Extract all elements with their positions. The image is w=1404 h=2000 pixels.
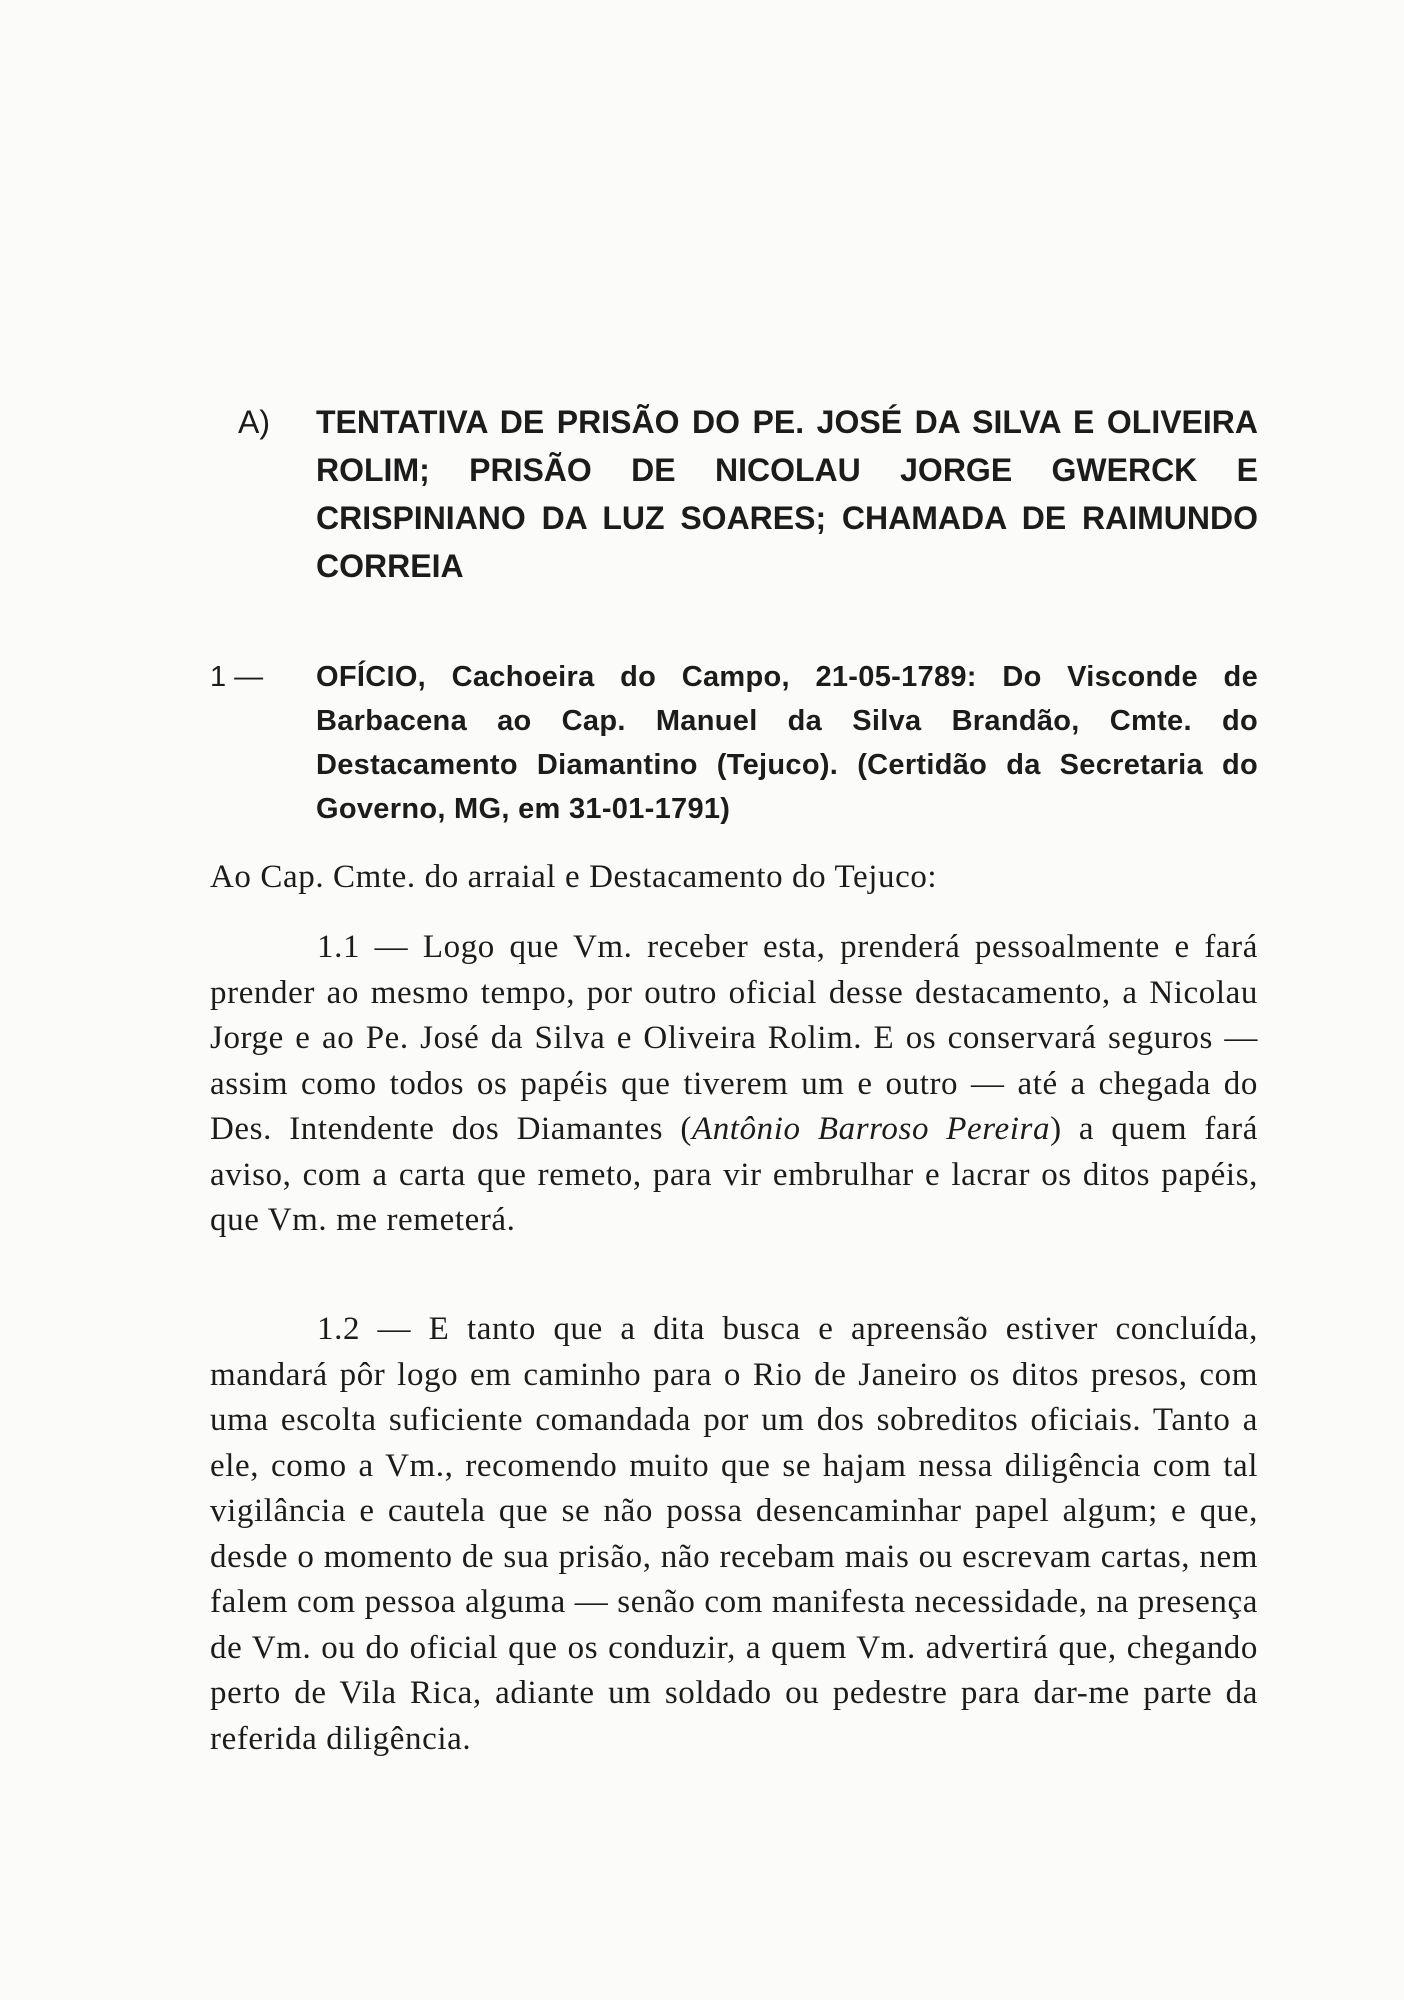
paragraph-1-1: [210, 925, 1258, 1244]
document-header-text: OFÍCIO, Cachoeira do Campo, 21-05-1789: Do Visconde de Barbacena ao Cap. Manuel da Silva Brandão, Cmte. do Destacamento Diamantino (Tejuco). (Certidão da Secretaria do Governo, MG, em 31-01-1791): [316, 661, 1258, 825]
salutation: Ao Cap. Cmte. do arraial e Destacamento do Tejuco:: [210, 859, 938, 895]
paragraph-1-1-italic-name: Antônio Barroso Pereira: [691, 1111, 1051, 1147]
section-heading: [238, 398, 1258, 590]
paragraph-1-1-text-after: ) a quem fará aviso, com a carta que remeto, para vir embrulhar e lacrar os ditos papéis, que Vm. me remeterá.: [210, 1111, 1258, 1238]
document-header: [210, 655, 1258, 831]
section-title: TENTATIVA DE PRISÃO DO PE. JOSÉ DA SILVA E OLIVEIRA ROLIM; PRISÃO DE NICOLAU JORGE GWERCK E CRISPINIANO DA LUZ SOARES; CHAMADA DE RAIMUNDO CORREIA: [316, 404, 1258, 584]
paragraph-1-1-text-before: 1.1 — Logo que Vm. receber esta, prenderá pessoalmente e fará prender ao mesmo tempo, por outro oficial desse destacamento, a Nicolau Jorge e ao Pe. José da Silva e Oliveira Rolim. E os conservará seguros — assim como todos os papéis que tiverem um e outro — até a chegada do Des. Intendente dos Diamantes (: [210, 929, 1258, 1147]
section-marker: A): [238, 404, 270, 440]
document-number: 1 —: [210, 661, 264, 693]
paragraph-1-2: 1.2 — E tanto que a dita busca e apreensão estiver concluída, mandará pôr logo em caminho para o Rio de Janeiro os ditos presos, com uma escolta suficiente comandada por um dos sobreditos oficiais. Tanto a ele, como a Vm., recomendo muito que se hajam nessa diligência com tal vigilância e cautela que se não possa desencaminhar papel algum; e que, desde o momento de sua prisão, não recebam mais ou escrevam cartas, nem falem com pessoa alguma — senão com manifesta necessidade, na presença de Vm. ou do oficial que os conduzir, a quem Vm. advertirá que, chegando perto de Vila Rica, adiante um soldado ou pedestre para dar-me parte da referida diligência.: [210, 1311, 1258, 1757]
